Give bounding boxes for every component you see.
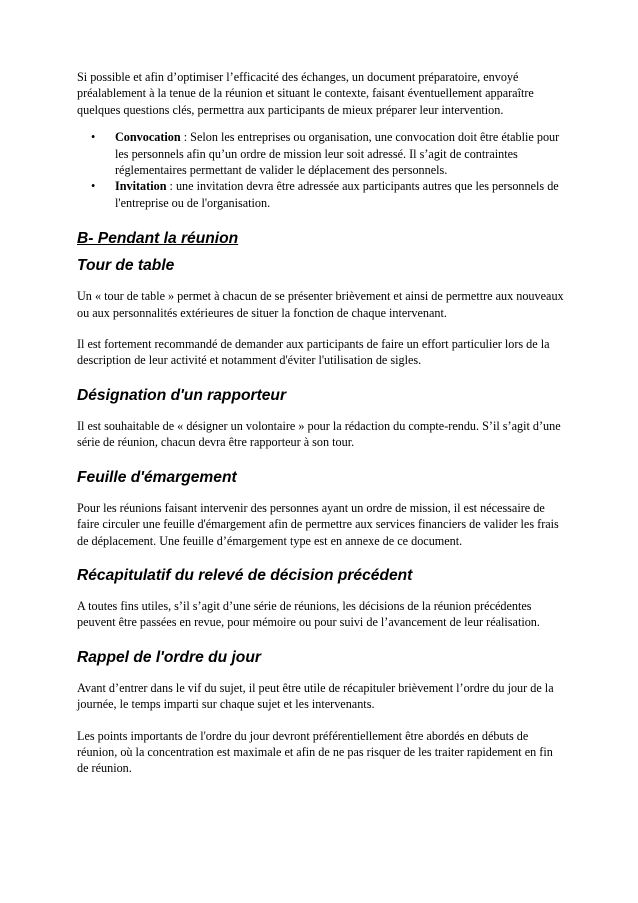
paragraph: A toutes fins utiles, s’il s’agit d’une série de réunions, les décisions de la réunion précédentes peuvent être passées en revue, pour mémoire ou pour suivi de l’avancement de leur réalisation.: [77, 598, 540, 630]
paragraph: Il est souhaitable de « désigner un volontaire » pour la rédaction du compte-rendu. S’il s’agit d’une série de réunion, chacun devra être rapporteur à son tour.: [77, 418, 561, 450]
bullet-text: : une invitation devra être adressée aux participants autres que les personnels de l'entreprise ou de l'organisation.: [115, 179, 559, 210]
bullet-term: Convocation: [115, 130, 181, 145]
bullet-icon: •: [91, 130, 96, 145]
bullet-term: Invitation: [115, 179, 167, 194]
paragraph: Pour les réunions faisant intervenir des personnes ayant un ordre de mission, il est nécessaire de faire circuler une feuille d'émargement afin de permettre aux services financiers de valider les frais de déplacement. Une feuille d’émargement type est en annexe de ce document.: [77, 500, 559, 548]
subheading-ordre-du-jour: Rappel de l'ordre du jour: [77, 648, 261, 666]
subheading-recapitulatif: Récapitulatif du relevé de décision précédent: [77, 566, 413, 584]
paragraph: Un « tour de table » permet à chacun de se présenter brièvement et ainsi de permettre aux nouveaux ou aux personnalités extérieures de situer la fonction de chaque intervenant.: [77, 289, 564, 320]
bullet-list: [77, 129, 564, 211]
bullet-icon: •: [91, 179, 96, 194]
paragraph: Avant d’entrer dans le vif du sujet, il peut être utile de récapituler brièvement l’ordre du jour de la journée, le temps imparti sur chaque sujet et les intervenants.: [77, 680, 554, 712]
subheading-emargement: Feuille d'émargement: [77, 468, 237, 486]
paragraph: Les points importants de l'ordre du jour devront préférentiellement être abordés en débuts de réunion, où la concentration est maximale et afin de ne pas risquer de les traiter rapidement en fin de réunion.: [77, 728, 553, 776]
bullet-item-convocation: [91, 129, 564, 178]
bullet-text: : Selon les entreprises ou organisation, une convocation doit être établie pour les personnels afin qu’un ordre de mission leur soit adressé. Il s’agit de contraintes réglementaires permettant de valider le déplacement des personnels.: [115, 130, 560, 178]
section-heading: B- Pendant la réunion: [77, 230, 239, 248]
bullet-item-invitation: [91, 178, 564, 211]
paragraph: Il est fortement recommandé de demander aux participants de faire un effort particulier lors de la description de leur activité et notamment d'éviter l'utilisation de sigles.: [77, 337, 550, 368]
intro-paragraph: Si possible et afin d’optimiser l’efficacité des échanges, un document préparatoire, envoyé préalablement à la tenue de la réunion et situant le contexte, faisant éventuellement apparaître quelques questions clés, permettra aux participants de mieux préparer leur intervention.: [77, 70, 534, 117]
subheading-tour-de-table: Tour de table: [77, 257, 175, 275]
subheading-rapporteur: Désignation d'un rapporteur: [77, 386, 287, 404]
